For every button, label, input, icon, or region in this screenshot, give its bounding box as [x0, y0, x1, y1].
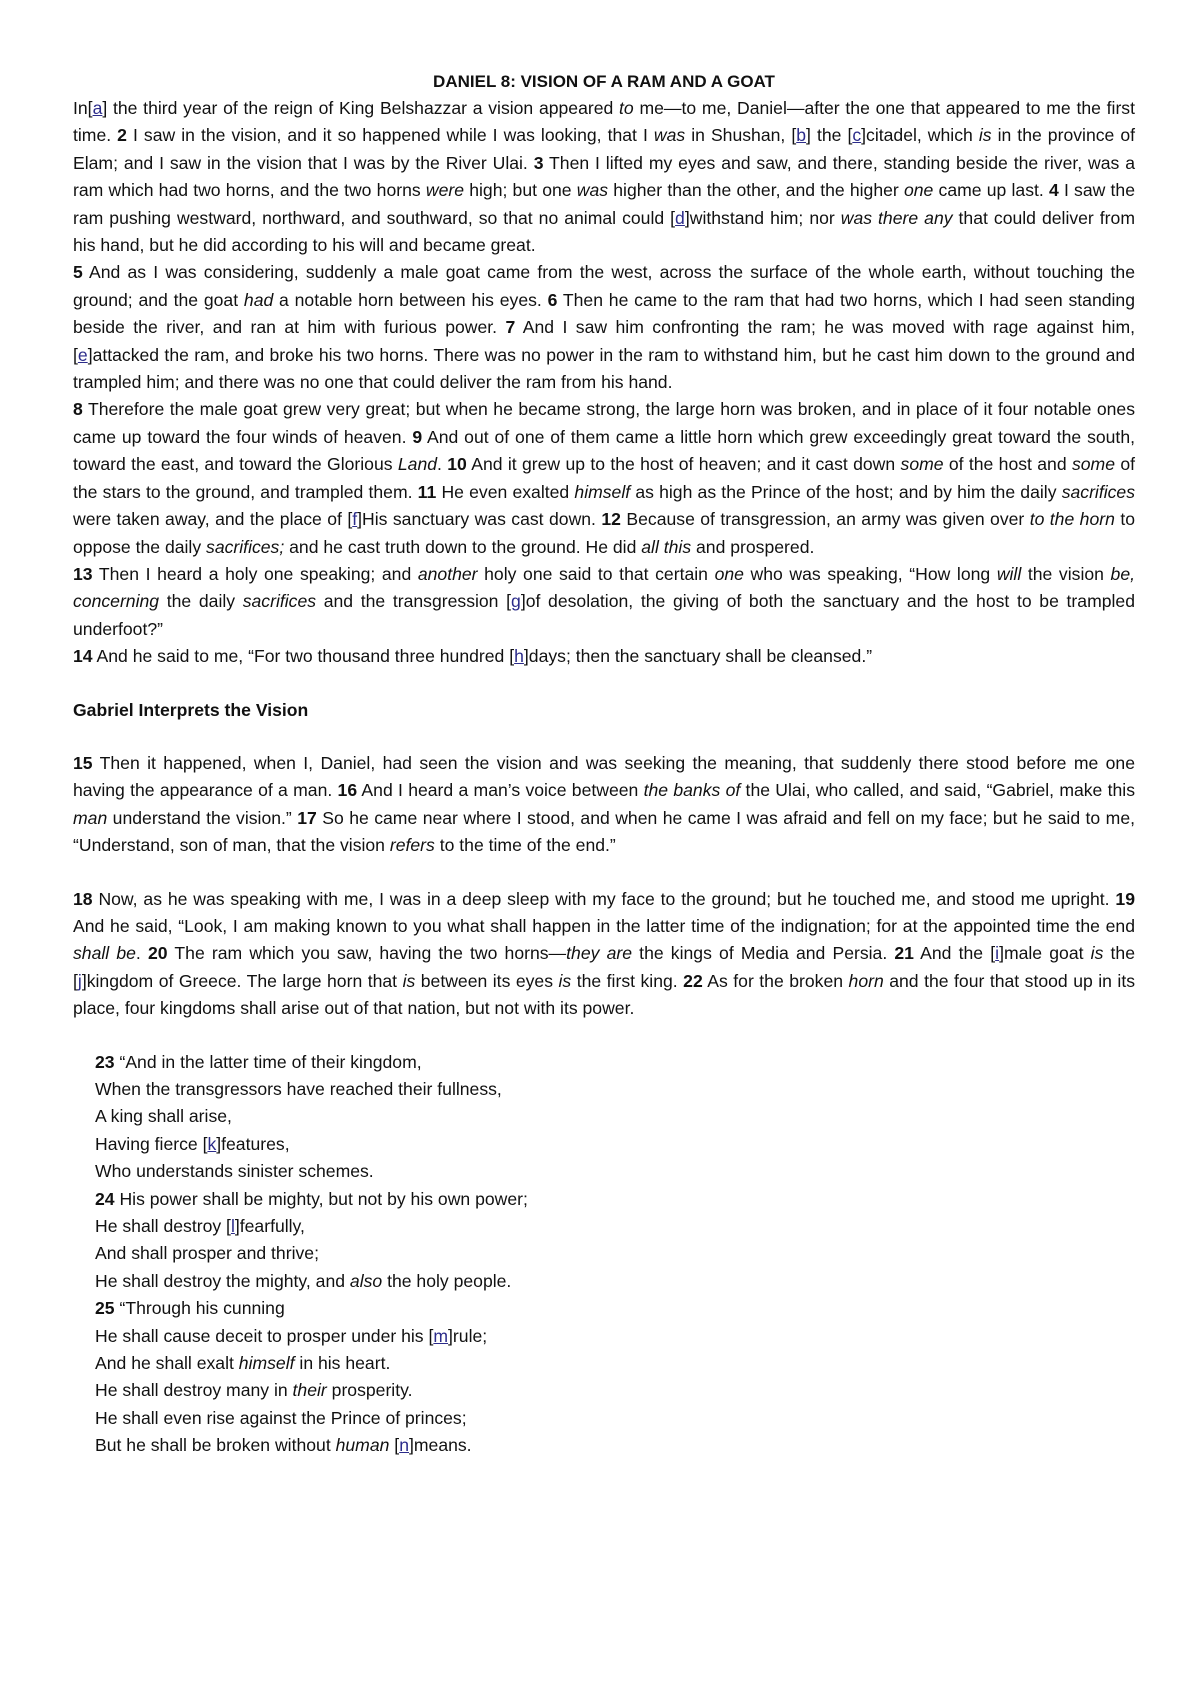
paragraph [73, 259, 1135, 396]
poem-line [95, 1323, 1135, 1350]
text-run: between its eyes [415, 970, 559, 991]
text-run: prosperity. [326, 1380, 413, 1401]
footnote-link[interactable]: k [207, 1133, 217, 1154]
verse-number: 25 [95, 1298, 115, 1319]
section-vision [73, 95, 1135, 671]
text-run: I saw in the vision, and it so happened while I was looking, that I [126, 125, 654, 146]
text-run: When the transgressors have reached their fullness, [95, 1079, 502, 1099]
italic-text: is [558, 970, 572, 991]
footnote-link[interactable]: n [399, 1435, 409, 1456]
verse-number: 22 [683, 970, 703, 991]
text-run: ]attacked the ram, and broke his two horns. There was no power in the ram to withstand him, but he cast him down to the ground and trampled him; and there was no one that could deliver the ram from his hand. [73, 344, 1135, 393]
footnote-link[interactable]: b [796, 125, 807, 146]
text-run: And I heard a man’s voice between [357, 780, 644, 801]
poem-line [95, 1432, 1135, 1459]
text-run: of the stars to the ground, and trampled them. [73, 454, 1136, 502]
paragraph [73, 561, 1135, 643]
text-run: of the host and [943, 454, 1072, 475]
text-run: holy one said to that certain [477, 563, 715, 584]
text-run: and he cast truth down to the ground. He did [284, 536, 642, 557]
text-run: me—to me, Daniel—after the one that appeared to me the first time. [73, 98, 1135, 146]
poem-block [73, 1049, 1135, 1460]
poem-line [95, 1049, 1135, 1076]
page-title: DANIEL 8: VISION OF A RAM AND A GOAT [433, 72, 775, 91]
text-run: And as I was considering, suddenly a male goat came from the west, across the surface of the whole earth, without touching the ground; and the goat [73, 262, 1135, 310]
paragraph [73, 886, 1135, 1023]
italic-text: sacrifices [1061, 481, 1136, 502]
text-run: He shall cause deceit to prosper under his [ [95, 1325, 434, 1346]
text-run: “Through his cunning [114, 1298, 285, 1319]
text-run: the vision [1021, 563, 1111, 584]
text-run: Having fierce [ [95, 1133, 208, 1154]
verse-number: 3 [533, 152, 544, 173]
verse-number: 9 [412, 426, 423, 447]
poem-line [95, 1295, 1135, 1322]
text-run: And he said to me, “For two thousand three hundred [ [92, 646, 515, 667]
footnote-link[interactable]: i [995, 943, 1000, 964]
verse-number: 8 [73, 399, 83, 420]
italic-text: one [903, 180, 934, 201]
poem-line [95, 1268, 1135, 1295]
text-run: Then he came to the ram that had two horns, which I had seen standing beside the river, and ran at him with furious power. [73, 289, 1135, 338]
text-run: understand the vision.” [107, 807, 298, 828]
footnote-link[interactable]: c [852, 125, 862, 146]
text-run: “And in the latter time of their kingdom, [114, 1051, 422, 1072]
text-run: And shall prosper and thrive; [95, 1243, 319, 1264]
text-run: I saw the ram pushing westward, northward, and southward, so that no animal could [ [73, 180, 1135, 228]
footnote-link[interactable]: a [92, 98, 103, 118]
italic-text: himself [574, 481, 631, 502]
italic-text: to the horn [1029, 509, 1115, 530]
footnote-link[interactable]: l [230, 1216, 235, 1237]
text-run: ]rule; [448, 1325, 488, 1346]
poem-line [95, 1377, 1135, 1404]
verse-number: 2 [117, 125, 127, 146]
italic-text: also [349, 1270, 383, 1291]
text-run: Then it happened, when I, Daniel, had seen the vision and was seeking the meaning, that suddenly there stood before me one having the appearance of a man. [73, 752, 1135, 801]
text-run: a notable horn between his eyes. [273, 289, 548, 310]
text-run: and prospered. [691, 536, 815, 557]
text-run: and the four that stood up in its place, four kingdoms shall arise out of that nation, but not with its power. [73, 970, 1136, 1019]
text-run: who was speaking, “How long [743, 563, 997, 584]
italic-text: is [978, 125, 992, 146]
text-run: He even exalted [436, 481, 575, 502]
text-run: . [437, 454, 448, 475]
text-run: higher than the other, and the higher [608, 180, 904, 201]
poem-line [95, 1186, 1135, 1213]
text-run: ] the [ [806, 125, 853, 146]
italic-text: were [425, 180, 465, 201]
italic-text: one [714, 563, 744, 584]
text-run: He shall even rise against the Prince of princes; [95, 1407, 467, 1428]
text-run: ]citadel, which [861, 125, 979, 146]
text-run: to oppose the daily [73, 509, 1135, 557]
text-run: the daily [159, 591, 243, 612]
text-run: in the province of Elam; and I saw in the vision that I was by the River Ulai. [73, 125, 1136, 173]
paragraph [73, 643, 1135, 670]
text-run: the [ [73, 943, 1135, 991]
verse-number: 24 [95, 1188, 115, 1209]
text-run: And the [ [913, 943, 996, 964]
text-run: And he said, “Look, I am making known to you what shall happen in the latter time of the indignation; for at the appointed time the end [73, 915, 1135, 936]
italic-text: human [335, 1435, 390, 1456]
verse-number: 19 [1115, 888, 1135, 909]
text-run: Then I heard a holy one speaking; and [92, 563, 418, 584]
verse-number: 10 [447, 454, 467, 475]
verse-number: 21 [894, 943, 914, 964]
text-run: came up last. [933, 180, 1049, 201]
text-run: ]fearfully, [234, 1216, 305, 1237]
italic-text: refers [389, 835, 435, 856]
document-page [73, 68, 1135, 1460]
poem-line [95, 1076, 1135, 1103]
text-run: were taken away, and the place of [ [73, 509, 353, 530]
poem-line [95, 1405, 1135, 1432]
text-run: and the transgression [ [316, 591, 512, 612]
poem-line [95, 1158, 1135, 1185]
text-run: In[ [73, 98, 93, 118]
verse-number: 5 [73, 262, 83, 283]
verse-number: 20 [147, 943, 168, 964]
text-run: Because of transgression, an army was given over [620, 509, 1030, 530]
text-run: He shall destroy the mighty, and [95, 1270, 350, 1291]
text-run: Therefore the male goat grew very great; but when he became strong, the large horn was broken, and in place of it four notable ones came up toward the four winds of heaven. [73, 399, 1135, 447]
text-run: in Shushan, [ [685, 125, 797, 146]
italic-text: shall be [73, 943, 136, 964]
text-run: ]features, [216, 1133, 290, 1154]
italic-text: sacrifices [242, 591, 317, 612]
verse-number: 17 [297, 807, 317, 828]
paragraph [73, 396, 1135, 560]
verse-number: 13 [73, 563, 93, 584]
footnote-link[interactable]: e [77, 344, 88, 365]
verse-number: 7 [505, 317, 516, 338]
text-run: in his heart. [294, 1353, 391, 1374]
footnote-link[interactable]: h [514, 646, 524, 667]
text-run: His power shall be mighty, but not by his own power; [114, 1188, 528, 1209]
italic-text: they are [566, 943, 633, 964]
text-run: And out of one of them came a little horn which grew exceedingly great toward the south, toward the east, and toward the Glorious [73, 426, 1135, 475]
text-run: the holy people. [382, 1270, 512, 1291]
text-run: to the time of the end.” [434, 835, 616, 856]
footnote-link[interactable]: m [433, 1325, 449, 1346]
poem-line [95, 1103, 1135, 1130]
italic-text: another [417, 563, 478, 584]
italic-text: was there any [840, 207, 953, 228]
text-run: ]withstand him; nor [684, 207, 841, 228]
text-run: ]kingdom of Greece. The large horn that [81, 970, 403, 991]
text-run: He shall destroy [ [95, 1216, 231, 1237]
paragraph [73, 95, 1135, 259]
italic-text: is [1090, 943, 1104, 964]
italic-text: to [619, 98, 634, 118]
italic-text: some [1071, 454, 1115, 475]
verse-number: 6 [547, 289, 558, 310]
section-heading: Gabriel Interprets the Vision [73, 699, 309, 720]
footnote-link[interactable]: g [511, 591, 521, 612]
verse-number: 16 [337, 780, 358, 801]
text-run: ]days; then the sanctuary shall be cleansed.” [523, 646, 873, 667]
poem-line [95, 1240, 1135, 1267]
text-run: Who understands sinister schemes. [95, 1161, 374, 1182]
section-interpretation [73, 750, 1135, 1023]
text-run: the Ulai, who called, and said, “Gabriel, make this [740, 780, 1136, 801]
italic-text: had [243, 289, 274, 310]
footnote-link[interactable]: f [352, 509, 358, 530]
paragraph [73, 750, 1135, 860]
text-run: as high as the Prince of the host; and by him the daily [630, 481, 1062, 502]
italic-text: will [996, 563, 1022, 584]
text-run: He shall destroy many in [95, 1380, 293, 1401]
text-run: the first king. [571, 970, 684, 991]
italic-text: horn [848, 970, 884, 991]
text-run: As for the broken [702, 970, 849, 991]
text-run: ]of desolation, the giving of both the sanctuary and the host to be trampled underfoot?” [73, 591, 1135, 639]
text-run: And it grew up to the host of heaven; and it cast down [466, 454, 901, 475]
poem-line [95, 1350, 1135, 1377]
italic-text: the banks of [643, 780, 741, 801]
text-run: And he shall exalt [95, 1353, 239, 1374]
footnote-link[interactable]: j [77, 970, 82, 991]
footnote-link[interactable]: d [675, 207, 685, 228]
text-run: So he came near where I stood, and when he came I was afraid and fell on my face; but he said to me, “Understand, son of man, that the vision [73, 807, 1135, 856]
italic-text: Land [397, 454, 438, 475]
verse-number: 11 [417, 481, 437, 502]
italic-text: himself [238, 1353, 295, 1374]
text-run: ]means. [408, 1435, 472, 1456]
verse-number: 14 [73, 646, 93, 667]
text-run: Now, as he was speaking with me, I was in a deep sleep with my face to the ground; but he touched me, and stood me upright. [92, 888, 1116, 909]
italic-text: man [73, 807, 108, 828]
italic-text: was [653, 125, 686, 146]
text-run: ] the third year of the reign of King Belshazzar a vision appeared [102, 98, 620, 118]
poem-line [95, 1131, 1135, 1158]
italic-text: sacrifices; [206, 536, 285, 557]
text-run: the kings of Media and Persia. [632, 943, 895, 964]
text-run: . [135, 943, 148, 964]
italic-text: some [900, 454, 944, 475]
text-run: And I saw him confronting the ram; he was moved with rage against him, [ [73, 317, 1136, 365]
text-run: that could deliver from his hand, but he did according to his will and became great. [73, 207, 1135, 256]
text-run: ]His sanctuary was cast down. [357, 509, 602, 530]
italic-text: their [292, 1380, 327, 1401]
poem-line [95, 1213, 1135, 1240]
italic-text: is [402, 970, 416, 991]
italic-text: was [576, 180, 609, 201]
text-run: [ [389, 1435, 400, 1456]
text-run: A king shall arise, [95, 1106, 232, 1127]
text-run: high; but one [464, 180, 577, 201]
text-run: ]male goat [999, 943, 1091, 964]
verse-number: 18 [73, 888, 93, 909]
verse-number: 4 [1048, 180, 1059, 201]
verse-number: 12 [601, 509, 621, 530]
verse-number: 23 [95, 1051, 115, 1072]
text-run: Then I lifted my eyes and saw, and there, standing beside the river, was a ram which had two horns, and the two horns [73, 152, 1135, 201]
verse-number: 15 [73, 752, 93, 773]
italic-text: be, concerning [73, 563, 1135, 612]
text-run: The ram which you saw, having the two horns— [167, 943, 567, 964]
italic-text: all this [641, 536, 692, 557]
text-run: But he shall be broken without [95, 1435, 336, 1456]
